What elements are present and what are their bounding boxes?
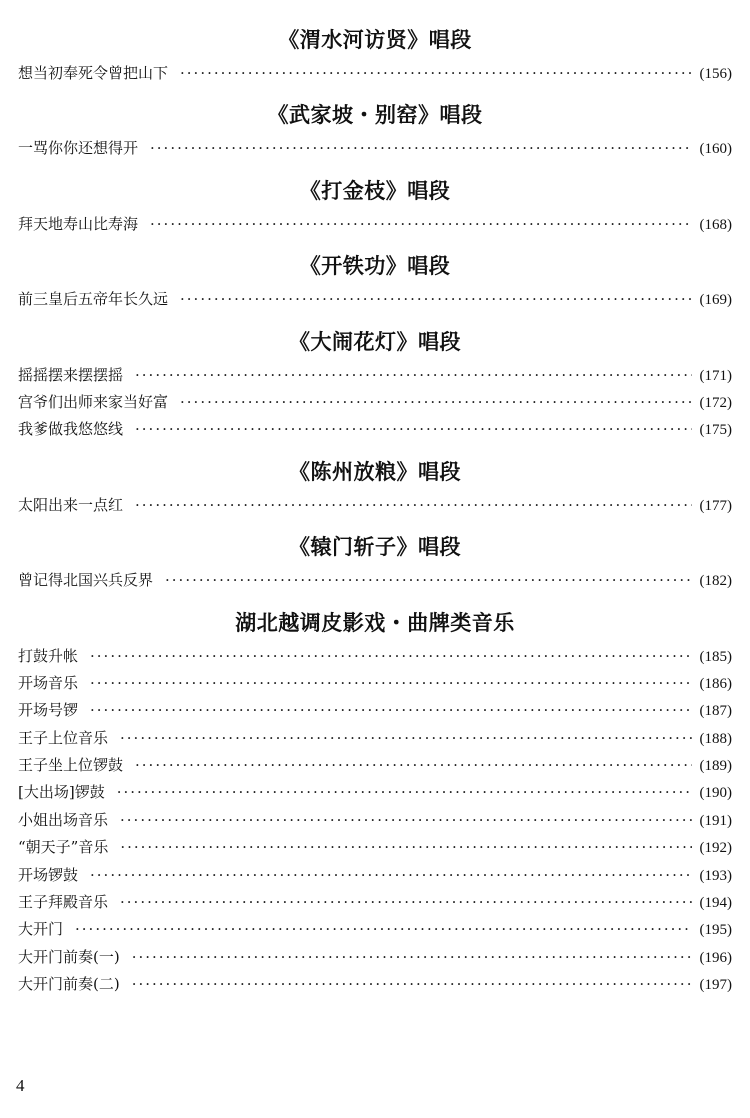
dot-leader: [117, 779, 692, 806]
entry-page-number: (191): [699, 812, 732, 829]
toc-entry[interactable]: [18, 362, 732, 389]
entry-title: 一骂你你还想得开: [18, 139, 139, 158]
entry-title: 开场音乐: [18, 673, 79, 692]
dot-leader: [120, 889, 691, 916]
entry-page-number: (197): [699, 977, 732, 994]
toc-section: [18, 173, 732, 238]
toc-section: [18, 529, 732, 594]
toc-entry[interactable]: [18, 807, 732, 834]
entry-page-number: (168): [699, 216, 732, 233]
toc-entry[interactable]: [18, 135, 732, 162]
section-title: 《辕门斩子》唱段: [289, 535, 461, 560]
section-title: 《大闹花灯》唱段: [289, 329, 461, 354]
toc-section: [18, 454, 732, 519]
entry-page-number: (194): [699, 895, 732, 912]
entry-title: 宫爷们出师来家当好富: [18, 392, 169, 411]
entry-title: 大开门前奏(二): [18, 975, 120, 994]
toc-entry[interactable]: [18, 862, 732, 889]
toc-entry[interactable]: [18, 944, 732, 971]
entry-title: 太阳出来一点红: [18, 495, 124, 514]
entry-page-number: (188): [699, 730, 732, 747]
toc-entry[interactable]: [18, 643, 732, 670]
entry-page-number: (186): [699, 675, 732, 692]
entry-title: 开场锣鼓: [18, 865, 79, 884]
toc-entry[interactable]: [18, 834, 732, 861]
dot-leader: [120, 807, 691, 834]
toc-entry[interactable]: [18, 916, 732, 943]
toc-entry[interactable]: [18, 60, 732, 87]
dot-leader: [135, 492, 691, 519]
entry-title: 我爹做我悠悠线: [18, 420, 124, 439]
toc-section: [18, 605, 732, 999]
toc-entry[interactable]: [18, 416, 732, 443]
dot-leader: [180, 389, 691, 416]
entry-page-number: (182): [699, 573, 732, 590]
entry-page-number: (169): [699, 292, 732, 309]
table-of-contents: [18, 22, 732, 999]
toc-entry[interactable]: [18, 567, 732, 594]
dot-leader: [150, 135, 691, 162]
entry-page-number: (160): [699, 141, 732, 158]
entry-page-number: (185): [699, 648, 732, 665]
dot-leader: [135, 362, 691, 389]
entry-title: 前三皇后五帝年长久远: [18, 290, 169, 309]
toc-entry[interactable]: [18, 492, 732, 519]
entry-page-number: (196): [699, 949, 732, 966]
entry-page-number: (171): [699, 367, 732, 384]
entry-page-number: (190): [699, 785, 732, 802]
entry-page-number: (195): [699, 922, 732, 939]
toc-entry[interactable]: [18, 971, 732, 998]
dot-leader: [180, 286, 691, 313]
toc-entry[interactable]: [18, 697, 732, 724]
toc-entry[interactable]: [18, 670, 732, 697]
entry-title: 王子上位音乐: [18, 728, 109, 747]
section-title: 湖北越调皮影戏・曲牌类音乐: [235, 610, 515, 635]
section-title: 《开铁功》唱段: [299, 254, 451, 279]
entry-page-number: (156): [699, 66, 732, 82]
entry-title: 王子坐上位锣鼓: [18, 756, 124, 775]
entry-page-number: (177): [699, 497, 732, 514]
toc-entry[interactable]: [18, 725, 732, 752]
dot-leader: [120, 834, 691, 861]
entry-title: 大开门: [18, 920, 64, 939]
toc-entry[interactable]: [18, 752, 732, 779]
dot-leader: [90, 643, 691, 670]
toc-entry[interactable]: [18, 389, 732, 416]
entry-title: 想当初奉死令曾把山下: [18, 64, 169, 82]
entry-page-number: (175): [699, 422, 732, 439]
toc-entry[interactable]: [18, 286, 732, 313]
dot-leader: [90, 862, 691, 889]
entry-title: “朝天子”音乐: [18, 838, 109, 857]
section-title: 《武家坡・别窑》唱段: [267, 103, 483, 128]
section-title: 《陈州放粮》唱段: [289, 459, 461, 484]
toc-section: [18, 97, 732, 162]
dot-leader: [75, 916, 691, 943]
toc-section: [18, 324, 732, 444]
entry-title: 曾记得北国兴兵反界: [18, 571, 154, 590]
entry-title: 小姐出场音乐: [18, 810, 109, 829]
toc-section: [18, 248, 732, 313]
dot-leader: [90, 697, 691, 724]
section-title: 《打金枝》唱段: [299, 178, 451, 203]
toc-entry[interactable]: [18, 211, 732, 238]
page-number: 4: [16, 1076, 25, 1095]
entry-page-number: (172): [699, 394, 732, 411]
entry-page-number: (192): [699, 840, 732, 857]
entry-page-number: (187): [699, 703, 732, 720]
dot-leader: [165, 567, 691, 594]
entry-title: 拜天地寿山比寿海: [18, 214, 139, 233]
entry-title: 打鼓升帐: [18, 646, 79, 665]
toc-section: [18, 22, 732, 87]
toc-entry[interactable]: [18, 779, 732, 806]
entry-title: 开场号锣: [18, 701, 79, 720]
dot-leader: [135, 752, 691, 779]
dot-leader: [132, 944, 692, 971]
dot-leader: [120, 725, 691, 752]
entry-title: 摇摇摆来摆摆摇: [18, 365, 124, 384]
toc-entry[interactable]: [18, 889, 732, 916]
dot-leader: [135, 416, 691, 443]
dot-leader: [150, 211, 691, 238]
entry-page-number: (189): [699, 758, 732, 775]
entry-title: [大出场]锣鼓: [18, 783, 105, 802]
entry-title: 大开门前奏(一): [18, 947, 120, 966]
entry-title: 王子拜殿音乐: [18, 893, 109, 912]
dot-leader: [90, 670, 691, 697]
section-title: 《渭水河访贤》唱段: [278, 28, 472, 52]
dot-leader: [132, 971, 692, 998]
entry-page-number: (193): [699, 867, 732, 884]
dot-leader: [180, 60, 691, 87]
